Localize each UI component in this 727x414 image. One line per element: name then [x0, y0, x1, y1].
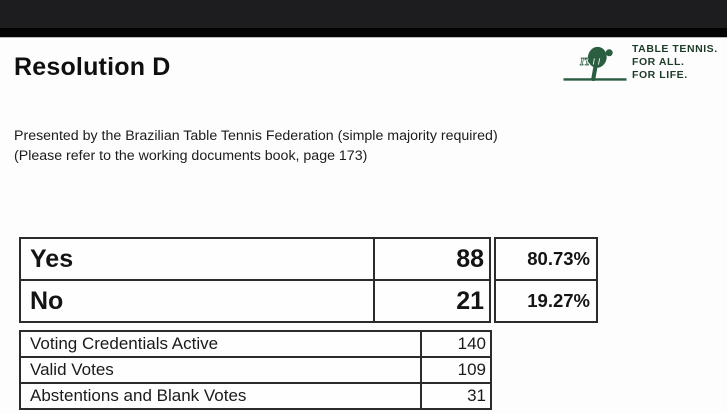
stats-label-valid-votes: Valid Votes: [21, 358, 422, 382]
vote-count-yes: 88: [456, 244, 484, 273]
logo-slogan-line2: FOR ALL.: [632, 55, 685, 68]
vote-row-no: [21, 281, 489, 321]
intro-line1: Presented by the Brazilian Table Tennis Federation (simple majority required): [14, 128, 498, 144]
logo-slogan-line3: FOR LIFE.: [632, 68, 688, 81]
letterbox-upper: [0, 0, 727, 28]
intro-text: [14, 127, 498, 166]
stats-row-abstentions: [21, 384, 490, 408]
letterbox-lower: [0, 28, 727, 37]
ittf-logo: [562, 39, 718, 89]
stats-row-credentials: [21, 332, 490, 358]
stats-value-abstentions: 31: [467, 386, 486, 405]
letterbox-edge: [0, 37, 727, 38]
vote-label-no: No: [21, 281, 375, 321]
vote-stats-table: [19, 330, 492, 410]
stats-row-valid-votes: [21, 358, 490, 384]
vote-row-yes: [21, 239, 489, 281]
vote-count-no: 21: [456, 286, 484, 315]
video-letterbox-bar: [0, 0, 727, 38]
stats-value-credentials: 140: [457, 334, 486, 353]
logo-slogan: [632, 43, 718, 81]
vote-results-table: [19, 237, 491, 323]
logo-slogan-line1: TABLE TENNIS.: [632, 43, 718, 55]
vote-percent-no: 19.27%: [527, 290, 590, 311]
page-title: Resolution D: [14, 53, 171, 81]
stats-value-valid-votes: 109: [457, 360, 486, 379]
stats-label-abstentions: Abstentions and Blank Votes: [21, 384, 422, 408]
vote-label-yes: Yes: [21, 239, 375, 279]
vote-percent-yes: 80.73%: [496, 239, 596, 281]
ittf-wordmark: ITTF: [580, 56, 604, 68]
ittf-logo-icon: [562, 39, 628, 89]
vote-percent-table: [494, 237, 598, 323]
stats-label-credentials: Voting Credentials Active: [21, 332, 422, 356]
intro-line2: (Please refer to the working documents book, page 173): [14, 147, 368, 164]
